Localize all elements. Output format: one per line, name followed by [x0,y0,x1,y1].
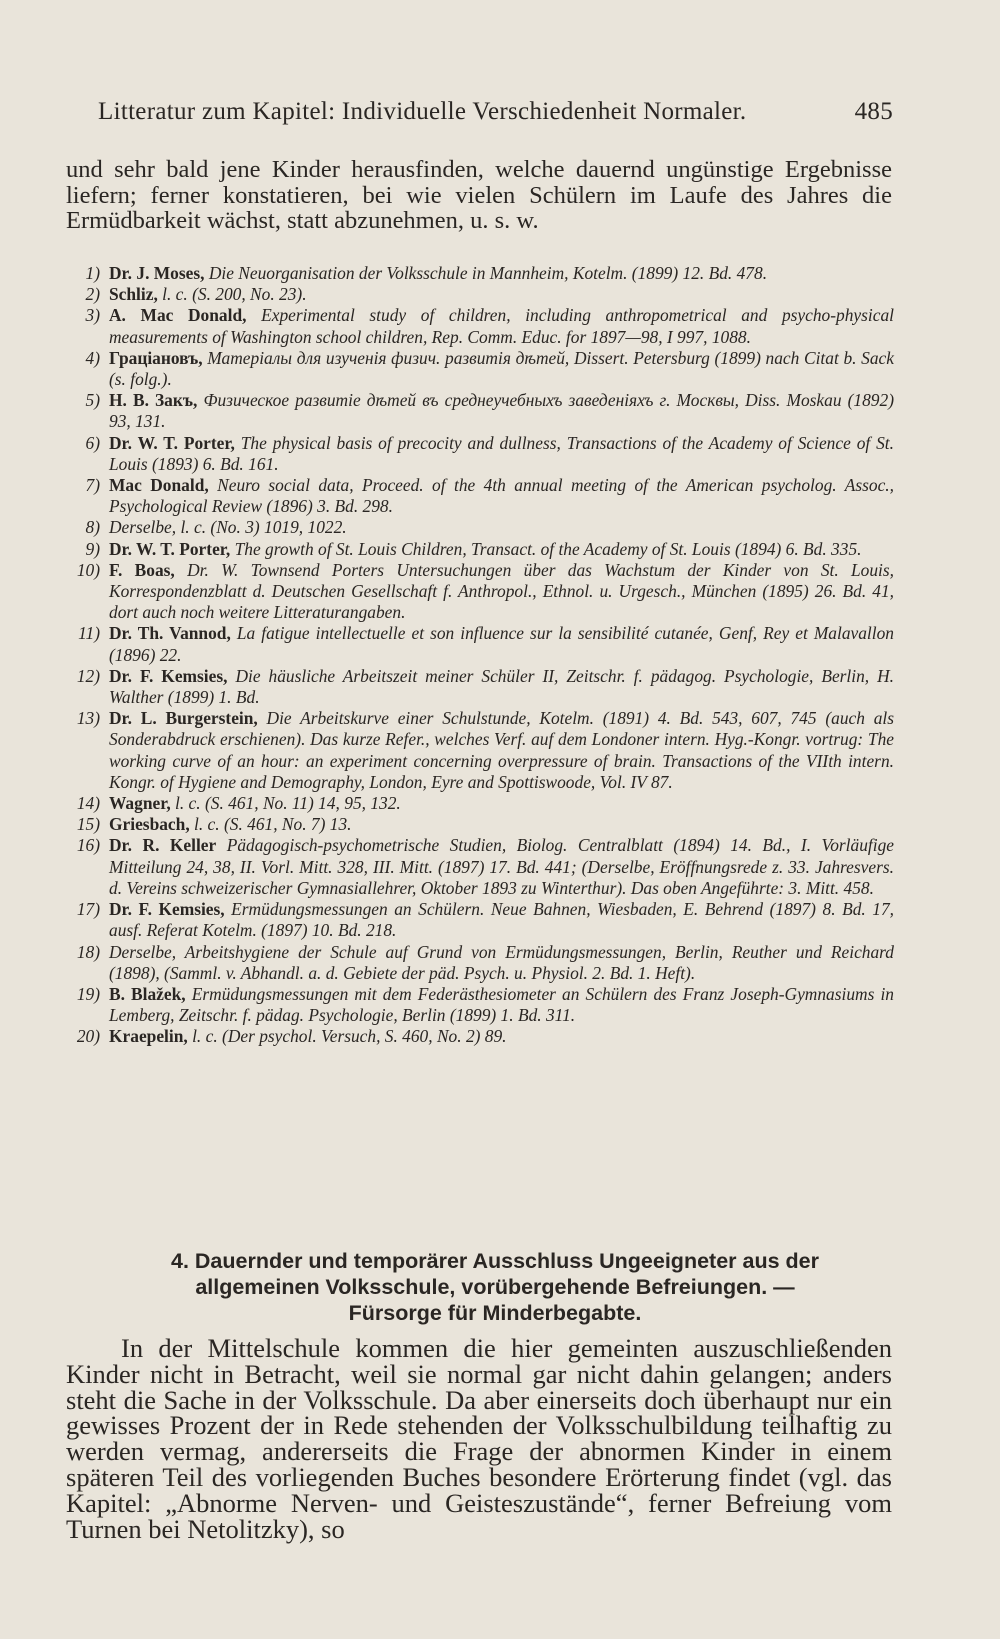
footnote-item [66,263,894,284]
footnote-item [66,348,894,390]
footnote-item [66,284,894,305]
footnote-item [66,666,894,708]
footnote-number: 20) [76,1026,100,1047]
running-head-title: Litteratur zum Kapitel: Individuelle Verschiedenheit Normaler. [98,98,747,125]
footnote-text: Die Neuorganisation der Volksschule in Mannheim, Kotelm. (1899) 12. Bd. 478. [204,263,768,283]
footnote-text: Pädagogisch-psychometrische Studien, Biolog. Centralblatt (1894) 14. Bd., I. Vorläufige Mitteilung 24, 38, II. Vorl. Mitt. 328, III. Mitt. (1897) 17. Bd. 441; (Derselbe, Eröffnungsrede z. 33. Jahresvers. d. Vereins schweizerischer Gymnasiallehrer, Oktober 1893 zu Winterthur). Das oben Angeführte: 3. Mitt. 458. [109,835,894,898]
footnote-number: 5) [85,390,100,411]
footnote-item [66,390,894,432]
footnote-item [66,708,894,793]
footnote-item [66,433,894,475]
footnote-number: 7) [85,475,100,496]
footnote-author: Schliz, [109,284,158,305]
footnote-item [66,984,894,1026]
footnote-author: Dr. R. Keller [109,835,217,856]
footnote-number: 19) [76,983,100,1004]
footnote-text: Experimental study of children, including anthropometrical and psycho-physical measurements of Washington school children, Rep. Comm. Educ. for 1897—98, I 997, 1088. [109,305,894,347]
footnote-item [66,1026,894,1047]
footnote-text: Dr. W. Townsend Porters Untersuchungen über das Wachstum der Kinder von St. Louis, Korrespondenzblatt d. Deutschen Gesellschaft f. Anthropol., Ethnol. u. Urgesch., München (1895) 26. Bd. 41, dort auch noch weitere Litteraturangaben. [109,559,895,623]
footnote-text: Neuro social data, Proceed. of the 4th annual meeting of the American psycholog. Assoc., Psychological Review (1896) 3. Bd. 298. [109,475,894,517]
footnote-list [66,263,894,1048]
footnote-author: Dr. J. Moses, [109,263,205,283]
footnote-text: Ermüdungsmessungen an Schülern. Neue Bahnen, Wiesbaden, E. Behrend (1897) 8. Bd. 17, ausf. Referat Kotelm. (1897) 10. Bd. 218. [109,899,895,941]
footnote-item [66,560,894,624]
footnote-text: Ermüdungsmessungen mit dem Federästhesiometer an Schülern des Franz Joseph-Gymnasiums in Lemberg, Zeitschr. f. pädag. Psychologie, Berlin (1899) 1. Bd. 311. [109,983,894,1026]
footnote-author: Mac Donald, [109,475,209,496]
footnote-author: Dr. Th. Vannod, [109,623,231,644]
footnote-number: 17) [76,899,100,920]
footnote-author: F. Boas, [109,559,175,580]
footnote-number: 13) [76,708,100,729]
footnote-item [66,305,894,347]
footnote-author: Н. В. Закъ, [109,390,198,411]
footnote-item [66,814,894,835]
footnote-author: B. Blažek, [109,983,186,1004]
intro-paragraph: und sehr bald jene Kinder herausfinden, welche dauernd ungünstige Ergebnisse liefern; ferner konstatieren, bei wie vielen Schülern im Laufe des Jahres die Ermüdbarkeit wächst, statt abzunehmen, u. s. w. [66,156,892,234]
footnote-number: 12) [76,665,100,686]
footnote-item [66,942,894,984]
footnote-text: l. c. (S. 461, No. 11) 14, 95, 132. [170,793,401,814]
footnote-author: Wagner, [109,793,171,814]
footnote-author: Dr. W. T. Porter, [109,432,235,453]
footnote-text: Физическое развитіе дѣтей въ среднеучебныхъ заведеніяхъ г. Москвы, Diss. Moskau (1892) 93, 131. [109,390,894,432]
footnote-item [66,517,894,538]
footnote-item [66,623,894,665]
footnote-number: 8) [85,517,100,538]
footnote-author: A. Mac Donald, [109,305,247,326]
footnote-author: Граціановъ, [109,347,203,368]
footnote-text: The physical basis of precocity and dullness, Transactions of the Academy of Science of St. Louis (1893) 6. Bd. 161. [109,432,894,474]
footnote-number: 16) [76,835,100,856]
footnote-number: 14) [76,793,100,814]
main-paragraph: In der Mittelschule kommen die hier gemeinten auszuschließenden Kinder nicht in Betracht, weil sie normal gar nicht dahin gelangen; anders steht die Sache in der Volksschule. Da aber einerseits doch überhaupt nur ein gewisses Prozent der in Rede stehenden der Volksschulbildung teilhaftig zu werden vermag, andererseits die Frage der abnormen Kinder in einem späteren Teil des vorliegenden Buches besondere Erörterung findet (vgl. das Kapitel: „Abnorme Nerven- und Geisteszustände“, ferner Befreiung vom Turnen bei Netolitzky), so [66,1333,892,1544]
footnote-text: Die häusliche Arbeitszeit meiner Schüler II, Zeitschr. f. pädagog. Psychologie, Berlin, H. Walther (1899) 1. Bd. [109,665,894,708]
footnote-text: l. c. (Der psychol. Versuch, S. 460, No. 2) 89. [187,1026,507,1047]
footnote-item [66,475,894,517]
section-heading: 4. Dauernder und temporärer Ausschluss Ungeeigneter aus der allgemeinen Volksschule, vorübergehende Befreiungen. — Fürsorge für Minderbegabte. [171,1249,819,1325]
footnote-item [66,835,894,899]
footnote-author: Griesbach, [109,814,190,835]
footnote-author: Dr. W. T. Porter, [109,538,231,559]
footnote-item [66,539,894,560]
footnote-number: 4) [85,347,100,368]
footnote-number: 6) [85,432,100,453]
page-number: 485 [854,98,893,125]
footnote-text: The growth of St. Louis Children, Transact. of the Academy of St. Louis (1894) 6. Bd. 335. [230,538,862,559]
footnote-text: l. c. (S. 200, No. 23). [157,284,307,305]
footnote-text: l. c. (S. 461, No. 7) 13. [189,814,352,835]
footnote-text: Die Arbeitskurve einer Schulstunde, Kotelm. (1891) 4. Bd. 543, 607, 745 (auch als Sonderabdruck erschienen). Das kurze Refer., welches Verf. auf dem Londoner intern. Hyg.-Kongr. vortrug: The working curve of an hour: an experiment concerning overpressure of brain. Transactions of the VIIth intern. Kongr. of Hygiene and Demography, London, Eyre and Spottiswoode, Vol. IV 87. [109,708,894,792]
footnote-item [66,793,894,814]
footnote-number: 18) [76,941,100,962]
footnote-author: Dr. L. Burgerstein, [109,708,258,729]
intro-block [66,157,892,234]
footnote-text: Derselbe, l. c. (No. 3) 1019, 1022. [109,517,347,538]
footnote-text: La fatigue intellectuelle et son influence sur la sensibilité cutanée, Genf, Rey et Malavallon (1896) 22. [109,623,894,665]
footnote-author: Kraepelin, [109,1026,188,1047]
running-head [98,98,893,126]
footnote-number: 2) [85,284,100,305]
footnote-number: 15) [76,814,100,835]
footnote-author: Dr. F. Kemsies, [109,665,228,686]
footnote-item [66,899,894,941]
footnote-number: 10) [76,559,100,580]
footnote-number: 1) [85,263,100,283]
footnote-author: Dr. F. Kemsies, [109,899,225,920]
footnote-text: Матеріалы для изученія физич. развитія дѣтей, Dissert. Petersburg (1899) nach Citat b. Sack (s. folg.). [109,347,894,390]
footnote-number: 3) [85,305,100,326]
footnote-number: 11) [78,623,100,644]
footnote-text: Derselbe, Arbeitshygiene der Schule auf Grund von Ermüdungsmessungen, Berlin, Reuther und Reichard (1898), (Samml. v. Abhandl. a. d. Gebiete der päd. Psych. u. Physiol. 2. Bd. 1. Heft). [109,941,894,983]
footnote-number: 9) [85,538,100,559]
